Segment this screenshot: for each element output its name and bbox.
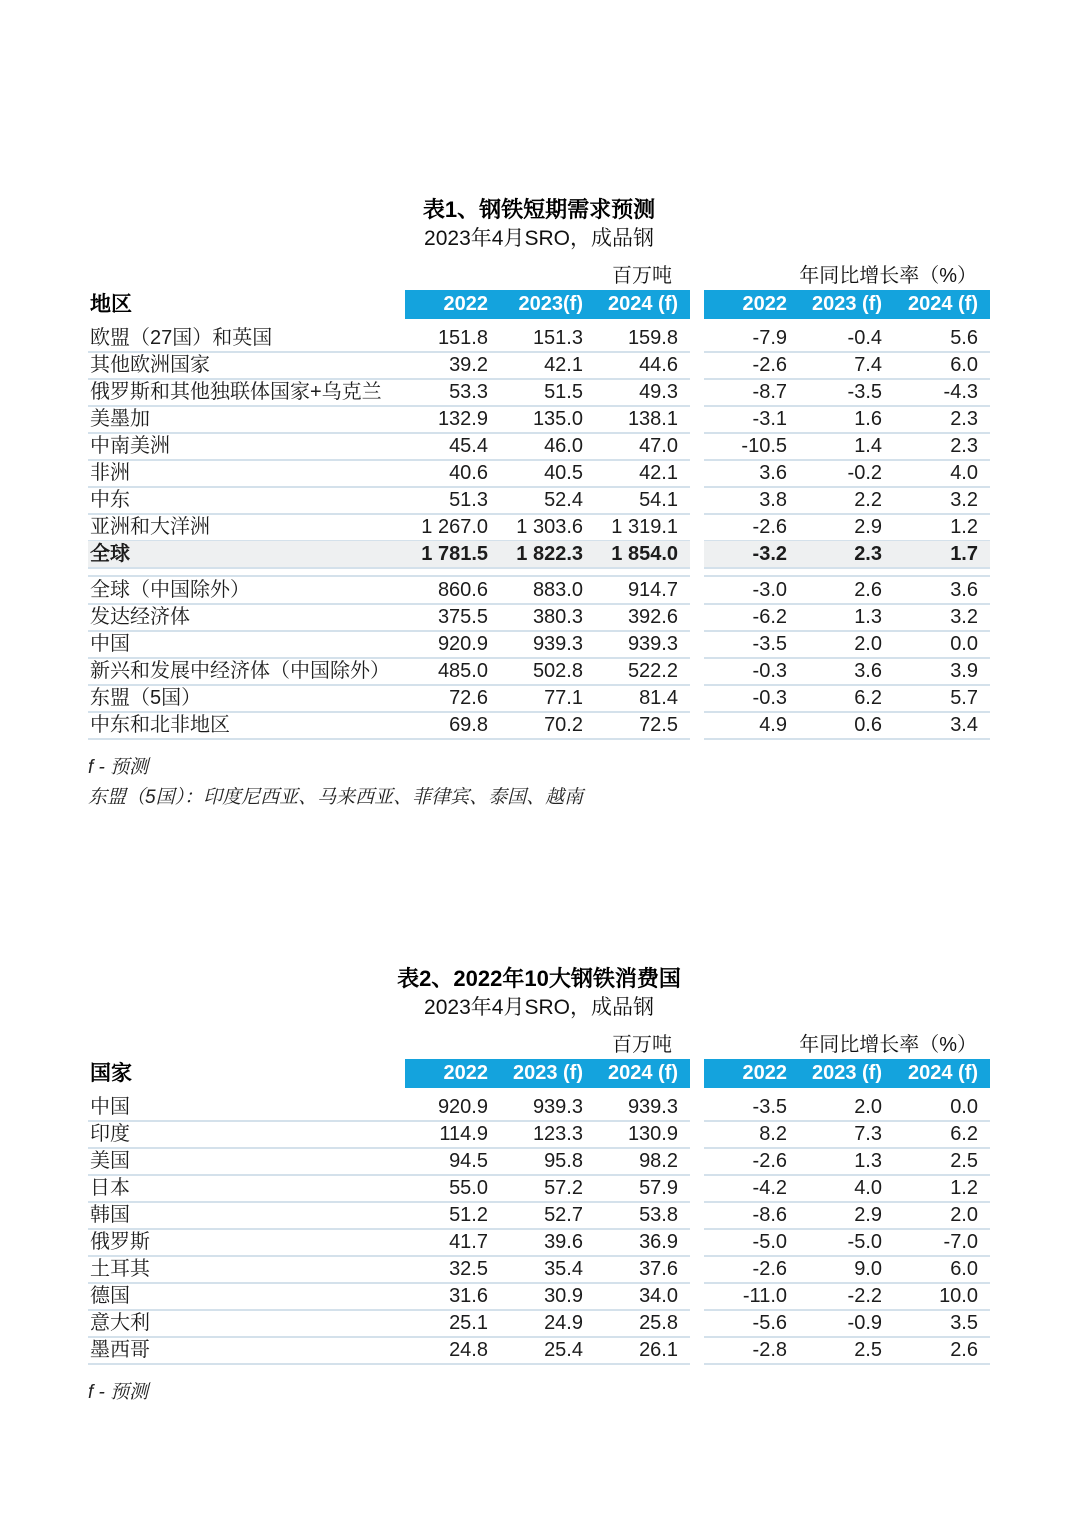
value-cell: 3.6 — [799, 658, 894, 686]
value-cell: 1.3 — [799, 604, 894, 632]
table-row — [88, 460, 990, 487]
value-cell: 522.2 — [595, 658, 690, 686]
row-label: 中国 — [88, 1094, 405, 1122]
value-cell: 914.7 — [595, 577, 690, 605]
value-cell: 939.3 — [595, 1094, 690, 1122]
value-cell: 1 319.1 — [595, 514, 690, 542]
column-group-gutter — [690, 514, 704, 542]
column-group-gutter — [690, 1148, 704, 1176]
table-row — [88, 1310, 990, 1337]
value-cell: 2.3 — [894, 406, 990, 434]
value-cell: 1 822.3 — [500, 541, 595, 569]
row-label: 美墨加 — [88, 406, 405, 434]
value-cell: 77.1 — [500, 685, 595, 713]
row-label: 中国 — [88, 631, 405, 659]
growth-label: 年同比增长率（%） — [799, 265, 977, 287]
value-cell: 6.0 — [894, 352, 990, 380]
column-group-gutter — [690, 1094, 704, 1122]
value-cell: 34.0 — [595, 1283, 690, 1311]
value-cell: 4.9 — [704, 712, 799, 740]
value-cell: 40.6 — [405, 460, 500, 488]
value-cell: 98.2 — [595, 1148, 690, 1176]
value-cell: 49.3 — [595, 379, 690, 407]
column-group-gutter — [690, 604, 704, 632]
value-cell: 375.5 — [405, 604, 500, 632]
row-label: 欧盟（27国）和英国 — [88, 325, 405, 353]
value-cell: 3.6 — [704, 460, 799, 488]
value-cell: 939.3 — [595, 631, 690, 659]
value-cell: 3.6 — [894, 577, 990, 605]
value-cell: 52.4 — [500, 487, 595, 515]
value-cell: -3.0 — [704, 577, 799, 605]
value-cell: -0.3 — [704, 685, 799, 713]
column-group-gutter — [690, 1337, 704, 1365]
value-cell: -3.5 — [704, 631, 799, 659]
table-row — [88, 514, 990, 541]
value-cell: 151.3 — [500, 325, 595, 353]
value-cell: 1.6 — [799, 406, 894, 434]
table-row — [88, 1337, 990, 1364]
table2-header-row — [88, 1059, 990, 1088]
value-cell: 123.3 — [500, 1121, 595, 1149]
value-cell: 25.4 — [500, 1337, 595, 1365]
value-cell: -2.8 — [704, 1337, 799, 1365]
value-cell: 55.0 — [405, 1175, 500, 1203]
value-cell: -3.5 — [799, 379, 894, 407]
value-cell: 1 303.6 — [500, 514, 595, 542]
table-row — [88, 1256, 990, 1283]
row-label: 中东和北非地区 — [88, 712, 405, 740]
year-column-header: 2024 (f) — [894, 290, 990, 319]
value-cell: 95.8 — [500, 1148, 595, 1176]
value-cell: -4.3 — [894, 379, 990, 407]
value-cell: 1.2 — [894, 1175, 990, 1203]
value-cell: 30.9 — [500, 1283, 595, 1311]
value-cell: 114.9 — [405, 1121, 500, 1149]
growth-label: 年同比增长率（%） — [799, 1034, 977, 1056]
value-cell: 70.2 — [500, 712, 595, 740]
unit-label: 百万吨 — [612, 265, 672, 287]
value-cell: -0.2 — [799, 460, 894, 488]
value-cell: 1 267.0 — [405, 514, 500, 542]
footnote: f - 预测 — [88, 757, 149, 778]
column-group-gutter — [690, 325, 704, 353]
value-cell: -7.0 — [894, 1229, 990, 1257]
value-cell: 45.4 — [405, 433, 500, 461]
row-header-label: 地区 — [90, 293, 132, 316]
value-cell: 138.1 — [595, 406, 690, 434]
value-cell: 35.4 — [500, 1256, 595, 1284]
row-label: 意大利 — [88, 1310, 405, 1338]
value-cell: 392.6 — [595, 604, 690, 632]
value-cell: 2.6 — [894, 1337, 990, 1365]
value-cell: 2.3 — [799, 541, 894, 569]
value-cell: -8.7 — [704, 379, 799, 407]
year-column-header: 2024 (f) — [595, 1059, 690, 1088]
value-cell: 51.2 — [405, 1202, 500, 1230]
value-cell: 1.7 — [894, 541, 990, 569]
table1-title: 表1、钢铁短期需求预测 — [422, 197, 656, 222]
value-cell: 4.0 — [894, 460, 990, 488]
value-cell: 2.0 — [799, 1094, 894, 1122]
table1-body — [88, 325, 990, 739]
value-cell: 46.0 — [500, 433, 595, 461]
column-group-gutter — [690, 1059, 704, 1088]
spacer-cell — [500, 568, 595, 577]
value-cell: 3.4 — [894, 712, 990, 740]
value-cell: 159.8 — [595, 325, 690, 353]
table-row — [88, 1121, 990, 1148]
year-column-header: 2023 (f) — [799, 1059, 894, 1088]
value-cell: -0.3 — [704, 658, 799, 686]
table-row — [88, 406, 990, 433]
value-cell: 53.8 — [595, 1202, 690, 1230]
value-cell: 6.2 — [894, 1121, 990, 1149]
value-cell: -2.6 — [704, 1256, 799, 1284]
row-label: 土耳其 — [88, 1256, 405, 1284]
table-row — [88, 1229, 990, 1256]
value-cell: -3.2 — [704, 541, 799, 569]
table1-section — [88, 196, 990, 813]
value-cell: 502.8 — [500, 658, 595, 686]
spacer-cell — [799, 568, 894, 577]
value-cell: -3.5 — [704, 1094, 799, 1122]
column-group-gutter — [690, 460, 704, 488]
column-group-gutter — [690, 1229, 704, 1257]
value-cell: 26.1 — [595, 1337, 690, 1365]
value-cell: -5.0 — [704, 1229, 799, 1257]
column-group-gutter — [690, 1283, 704, 1311]
value-cell: 24.9 — [500, 1310, 595, 1338]
value-cell: 2.3 — [894, 433, 990, 461]
row-label: 新兴和发展中经济体（中国除外） — [88, 658, 405, 686]
value-cell: -5.6 — [704, 1310, 799, 1338]
value-cell: 2.5 — [894, 1148, 990, 1176]
footnote: f - 预测 — [88, 1382, 149, 1403]
table2-title: 表2、2022年10大钢铁消费国 — [397, 966, 681, 991]
row-label: 东盟（5国） — [88, 685, 405, 713]
value-cell: 3.5 — [894, 1310, 990, 1338]
value-cell: 2.0 — [894, 1202, 990, 1230]
value-cell: 939.3 — [500, 631, 595, 659]
value-cell: 1.2 — [894, 514, 990, 542]
table-row — [88, 1175, 990, 1202]
column-group-gutter — [690, 1310, 704, 1338]
row-label: 美国 — [88, 1148, 405, 1176]
value-cell: -2.6 — [704, 514, 799, 542]
row-label: 日本 — [88, 1175, 405, 1203]
column-group-gutter — [690, 712, 704, 740]
value-cell: 8.2 — [704, 1121, 799, 1149]
value-cell: 132.9 — [405, 406, 500, 434]
value-cell: 42.1 — [500, 352, 595, 380]
column-group-gutter — [690, 433, 704, 461]
value-cell: 57.9 — [595, 1175, 690, 1203]
value-cell: -4.2 — [704, 1175, 799, 1203]
table-row — [88, 712, 990, 739]
value-cell: 25.8 — [595, 1310, 690, 1338]
value-cell: 5.7 — [894, 685, 990, 713]
spacer-cell — [595, 568, 690, 577]
year-column-header: 2022 — [405, 1059, 500, 1088]
spacer-cell — [88, 568, 405, 577]
value-cell: 51.5 — [500, 379, 595, 407]
value-cell: 3.9 — [894, 658, 990, 686]
table2-column-group-header — [88, 1031, 990, 1059]
row-label: 中南美洲 — [88, 433, 405, 461]
spacer-cell — [894, 568, 990, 577]
value-cell: 39.6 — [500, 1229, 595, 1257]
table-row — [88, 1148, 990, 1175]
value-cell: 42.1 — [595, 460, 690, 488]
value-cell: 32.5 — [405, 1256, 500, 1284]
value-cell: 9.0 — [799, 1256, 894, 1284]
column-group-gutter — [690, 541, 704, 569]
value-cell: 380.3 — [500, 604, 595, 632]
row-label: 俄罗斯 — [88, 1229, 405, 1257]
row-label: 墨西哥 — [88, 1337, 405, 1365]
column-group-gutter — [690, 352, 704, 380]
table-row — [88, 658, 990, 685]
value-cell: 57.2 — [500, 1175, 595, 1203]
value-cell: 7.4 — [799, 352, 894, 380]
column-group-gutter — [690, 487, 704, 515]
year-column-header: 2023 (f) — [799, 290, 894, 319]
value-cell: 2.5 — [799, 1337, 894, 1365]
value-cell: 130.9 — [595, 1121, 690, 1149]
table-row — [88, 1283, 990, 1310]
table2-footnotes — [88, 1378, 990, 1408]
table-row — [88, 487, 990, 514]
value-cell: 2.0 — [799, 631, 894, 659]
table2-section — [88, 965, 990, 1408]
year-column-header: 2022 — [704, 1059, 799, 1088]
table1-column-group-header — [88, 262, 990, 290]
value-cell: -5.0 — [799, 1229, 894, 1257]
column-group-gutter — [690, 577, 704, 605]
year-column-header: 2022 — [405, 290, 500, 319]
value-cell: 6.2 — [799, 685, 894, 713]
value-cell: 3.2 — [894, 604, 990, 632]
table-row — [88, 379, 990, 406]
value-cell: 2.9 — [799, 1202, 894, 1230]
column-group-gutter — [690, 685, 704, 713]
value-cell: 39.2 — [405, 352, 500, 380]
value-cell: 920.9 — [405, 1094, 500, 1122]
value-cell: 47.0 — [595, 433, 690, 461]
value-cell: 0.0 — [894, 631, 990, 659]
unit-label: 百万吨 — [612, 1034, 672, 1056]
column-group-gutter — [690, 1175, 704, 1203]
column-group-gutter — [690, 290, 704, 319]
value-cell: 135.0 — [500, 406, 595, 434]
table-row — [88, 325, 990, 352]
row-label: 发达经济体 — [88, 604, 405, 632]
value-cell: 36.9 — [595, 1229, 690, 1257]
value-cell: 0.6 — [799, 712, 894, 740]
value-cell: 81.4 — [595, 685, 690, 713]
value-cell: -8.6 — [704, 1202, 799, 1230]
row-label: 德国 — [88, 1283, 405, 1311]
column-group-gutter — [690, 1121, 704, 1149]
row-header-label: 国家 — [90, 1062, 132, 1085]
column-group-gutter — [690, 406, 704, 434]
value-cell: 151.8 — [405, 325, 500, 353]
table-row — [88, 541, 990, 568]
year-column-header: 2023 (f) — [500, 1059, 595, 1088]
spacer-cell — [405, 568, 500, 577]
value-cell: -0.9 — [799, 1310, 894, 1338]
value-cell: 7.3 — [799, 1121, 894, 1149]
value-cell: -3.1 — [704, 406, 799, 434]
value-cell: 94.5 — [405, 1148, 500, 1176]
value-cell: 53.3 — [405, 379, 500, 407]
value-cell: 1.4 — [799, 433, 894, 461]
row-label: 全球（中国除外） — [88, 577, 405, 605]
table1-footnotes — [88, 753, 990, 813]
value-cell: 883.0 — [500, 577, 595, 605]
row-label: 印度 — [88, 1121, 405, 1149]
year-column-header: 2023(f) — [500, 290, 595, 319]
value-cell: -6.2 — [704, 604, 799, 632]
value-cell: 52.7 — [500, 1202, 595, 1230]
table2-subtitle: 2023年4月SRO，成品钢 — [424, 996, 654, 1019]
value-cell: 485.0 — [405, 658, 500, 686]
value-cell: 44.6 — [595, 352, 690, 380]
value-cell: 2.9 — [799, 514, 894, 542]
value-cell: -2.2 — [799, 1283, 894, 1311]
table-row — [88, 685, 990, 712]
value-cell: 3.2 — [894, 487, 990, 515]
value-cell: 5.6 — [894, 325, 990, 353]
row-label: 其他欧洲国家 — [88, 352, 405, 380]
value-cell: -10.5 — [704, 433, 799, 461]
column-group-gutter — [690, 658, 704, 686]
value-cell: -11.0 — [704, 1283, 799, 1311]
value-cell: 72.5 — [595, 712, 690, 740]
section-spacer-row — [88, 568, 990, 577]
row-label: 中东 — [88, 487, 405, 515]
table1-header-row — [88, 290, 990, 319]
value-cell: 1 854.0 — [595, 541, 690, 569]
table-row — [88, 1202, 990, 1229]
value-cell: 72.6 — [405, 685, 500, 713]
table1-subtitle: 2023年4月SRO，成品钢 — [424, 227, 654, 250]
row-label: 俄罗斯和其他独联体国家+乌克兰 — [88, 379, 405, 407]
row-label: 非洲 — [88, 460, 405, 488]
column-group-gutter — [690, 379, 704, 407]
spacer-cell — [704, 568, 799, 577]
year-column-header: 2022 — [704, 290, 799, 319]
value-cell: -0.4 — [799, 325, 894, 353]
column-group-gutter — [690, 631, 704, 659]
column-group-gutter — [690, 1256, 704, 1284]
value-cell: 24.8 — [405, 1337, 500, 1365]
column-group-gutter — [690, 568, 704, 577]
table-row — [88, 352, 990, 379]
value-cell: 51.3 — [405, 487, 500, 515]
value-cell: 920.9 — [405, 631, 500, 659]
value-cell: 6.0 — [894, 1256, 990, 1284]
value-cell: 41.7 — [405, 1229, 500, 1257]
value-cell: 939.3 — [500, 1094, 595, 1122]
value-cell: 31.6 — [405, 1283, 500, 1311]
table-row — [88, 631, 990, 658]
table-row — [88, 1094, 990, 1121]
value-cell: 69.8 — [405, 712, 500, 740]
value-cell: 1.3 — [799, 1148, 894, 1176]
value-cell: 3.8 — [704, 487, 799, 515]
value-cell: 10.0 — [894, 1283, 990, 1311]
year-column-header: 2024 (f) — [894, 1059, 990, 1088]
row-label: 全球 — [88, 541, 405, 569]
value-cell: -2.6 — [704, 1148, 799, 1176]
table2-body — [88, 1094, 990, 1364]
value-cell: -7.9 — [704, 325, 799, 353]
row-label: 韩国 — [88, 1202, 405, 1230]
table-row — [88, 577, 990, 604]
value-cell: 2.2 — [799, 487, 894, 515]
value-cell: 25.1 — [405, 1310, 500, 1338]
table-row — [88, 433, 990, 460]
table-row — [88, 604, 990, 631]
value-cell: 4.0 — [799, 1175, 894, 1203]
row-label: 亚洲和大洋洲 — [88, 514, 405, 542]
value-cell: -2.6 — [704, 352, 799, 380]
year-column-header: 2024 (f) — [595, 290, 690, 319]
value-cell: 0.0 — [894, 1094, 990, 1122]
column-group-gutter — [690, 1202, 704, 1230]
value-cell: 37.6 — [595, 1256, 690, 1284]
value-cell: 54.1 — [595, 487, 690, 515]
value-cell: 40.5 — [500, 460, 595, 488]
footnote: 东盟（5国）：印度尼西亚、马来西亚、菲律宾、泰国、越南 — [88, 787, 584, 808]
value-cell: 2.6 — [799, 577, 894, 605]
value-cell: 860.6 — [405, 577, 500, 605]
value-cell: 1 781.5 — [405, 541, 500, 569]
